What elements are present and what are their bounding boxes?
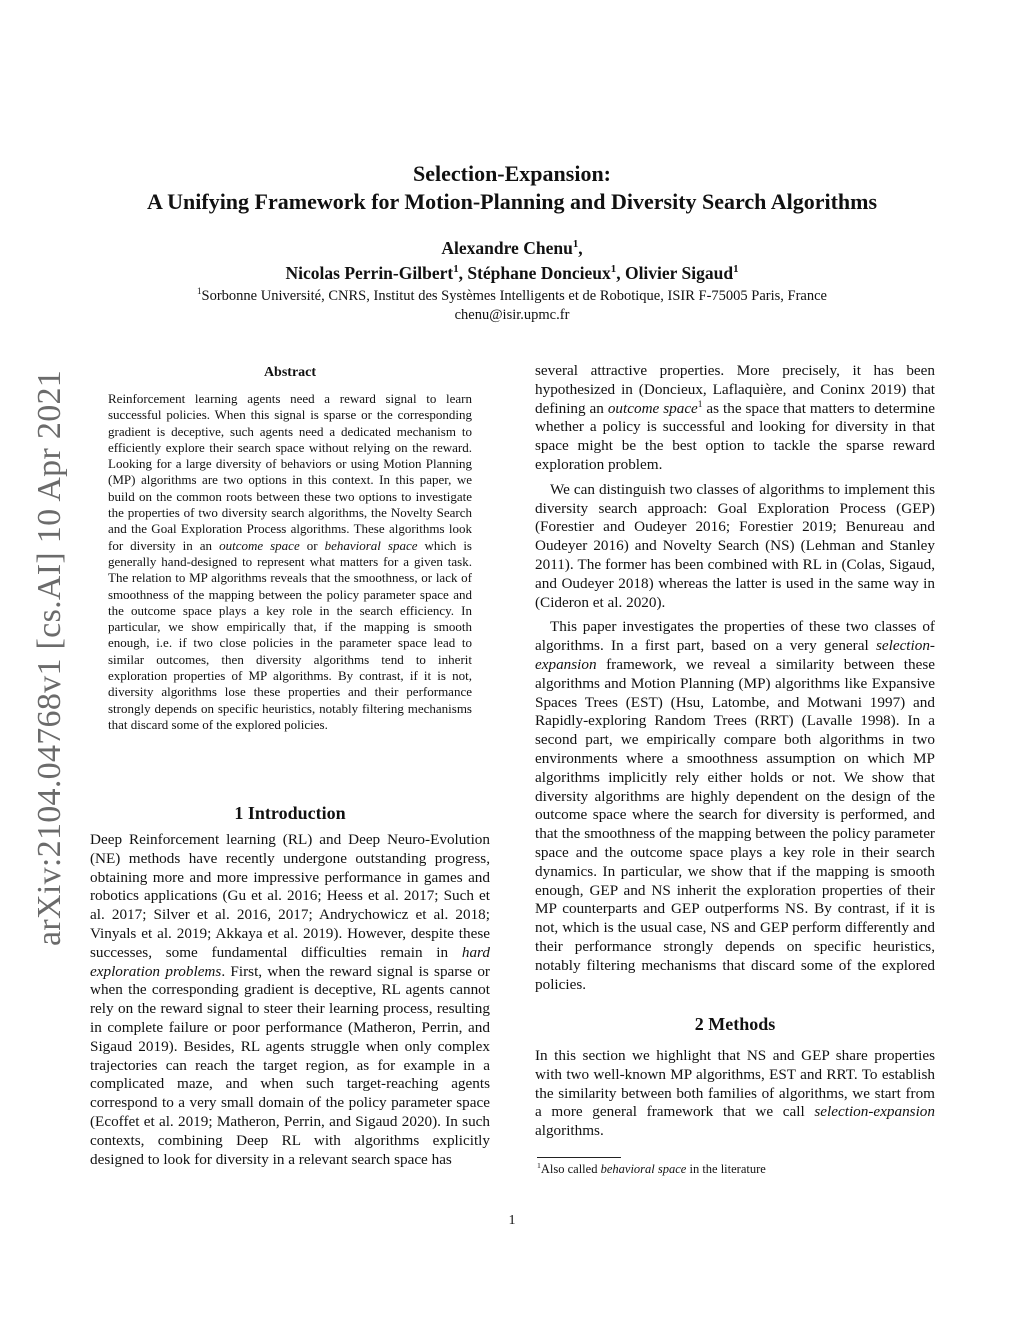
paragraph-two-classes: We can distinguish two classes of algorithms to implement this diversity search approach: Goal Exploration Process (GEP) (Forestier and Oudeyer 2016; Forestier 2019; Benureau and Oudeyer 2016) and Novelty Search (NS) (Lehman and Stanley 2011). The former has been combined with RL in (Colas, Sigaud, and Oudeyer 2018) whereas the latter is used in the same way in (Cideron et al. 2020).	[535, 480, 935, 611]
paper-title	[60, 160, 964, 216]
affiliation-mark: 1	[197, 286, 202, 297]
methods-heading: 2 Methods	[694, 1014, 776, 1034]
author-affil-mark: 1	[733, 263, 739, 276]
footnote-number: 1	[537, 1160, 541, 1170]
author-separator: ,	[616, 263, 625, 283]
methods-body	[535, 1047, 935, 1141]
author-name: Stéphane Doncieux	[467, 263, 611, 283]
abstract-body: Reinforcement learning agents need a reward signal to learn successful policies. When this signal is sparse or the corresponding gradient is deceptive, such agents need a dedicated mechanism to efficiently explore their search space without relying on the reward. Looking for a large diversity of behaviors or using Motion Planning (MP) algorithms are two options in this context. In this paper, we build on the common roots between these two options to investigate the properties of two diversity search algorithms, the Novelty Search and the Goal Exploration Process algorithms. These algorithms look for diversity in an outcome space or behavioral space which is generally hand-designed to represent what matters for a given task. The relation to MP algorithms reveals that the smoothness, or lack of smoothness of the mapping between the policy parameter space and the outcome space plays a key role in the search efficiency. In particular, we show empirically that, if the mapping is smooth enough, i.e. if two close policies in the parameter space lead to similar outcomes, then diversity algorithms tend to inherit exploration properties of MP algorithms. By contrast, if it is not, diversity algorithms lose these properties and their performance strongly depends on specific heuristics, notably filtering mechanisms that discard some of the explored policies.	[108, 391, 472, 732]
author-separator: ,	[578, 238, 583, 258]
author-name: Alexandre Chenu	[441, 238, 573, 258]
footnote-divider	[537, 1157, 621, 1158]
introduction-body	[90, 831, 490, 1169]
arxiv-stamp: arXiv:2104.04768v1 [cs.AI] 10 Apr 2021	[31, 369, 68, 946]
right-column-body	[535, 362, 935, 994]
author-name: Nicolas Perrin-Gilbert	[285, 263, 454, 283]
paragraph-outcome-space: several attractive properties. More precisely, it has been hypothesized in (Doncieux, Laflaquière, and Coninx 2019) that defining an outcome space$^1$ as the space that matters to determine whether a policy is successful and looking for diversity in that space might be the best option to tackle the sparse reward exploration problem.	[535, 362, 935, 473]
author-separator: ,	[458, 263, 468, 283]
author-affil-mark: 1	[572, 238, 579, 251]
author-affil-mark: 1	[610, 263, 617, 276]
title-line-2: A Unifying Framework for Motion-Planning and Diversity Search Algorithms	[146, 189, 878, 214]
author-line-1	[60, 236, 964, 261]
author-line-2	[60, 261, 964, 286]
affiliation-block	[60, 287, 964, 325]
page-number: 1	[508, 1213, 516, 1228]
author-email: chenu@isir.upmc.fr	[454, 307, 570, 323]
methods-paragraph: In this section we highlight that NS and GEP share properties with two well-known MP algorithms, EST and RRT. To establish the similarity between both families of algorithms, we start from a more general framework that we call selection-expansion algorithms.	[535, 1047, 935, 1140]
introduction-heading: 1 Introduction	[234, 803, 346, 823]
footnote-marker: 1	[697, 399, 703, 410]
author-block	[60, 236, 964, 286]
affiliation-text: Sorbonne Université, CNRS, Institut des Systèmes Intelligents et de Robotique, ISIR F-75005 Paris, France	[201, 288, 827, 304]
footnote: $^1$Also called behavioral space in the literature	[537, 1160, 766, 1176]
title-line-1: Selection-Expansion:	[412, 161, 612, 186]
paragraph-paper-overview: This paper investigates the properties of these two classes of algorithms. In a first part, based on a very general selection-expansion framework, we reveal a similarity between these algorithms and Motion Planning (MP) algorithms like Expansive Spaces Trees (EST) (Hsu, Latombe, and Motwani 1997) and Rapidly-exploring Random Trees (RRT) (Lavalle 1998). In a second part, we empirically compare both algorithms in two environments where a smoothness assumption on which MP algorithms implicitly rely either holds or not. We show that diversity algorithms are highly dependent on the design of the outcome space where the search for diversity is performed, and that the smoothness of the mapping between the policy parameter space and the outcome space plays a key role in their search dynamics. In particular, we show that if the mapping is smooth enough, GEP and NS inherit the exploration properties of their MP counterparts and GEP outperforms NS. By contrast, if it is not, which is the usual case, NS and GEP perform differently and their performance strongly depends on specific heuristics, notably filtering mechanisms that discard some of the explored policies.	[535, 618, 935, 993]
introduction-paragraph: Deep Reinforcement learning (RL) and Deep Neuro-Evolution (NE) methods have recently undergone outstanding progress, obtaining more and more impressive performance in games and robotics applications (Gu et al. 2016; Heess et al. 2017; Such et al. 2017; Silver et al. 2016, 2017; Andrychowicz et al. 2018; Vinyals et al. 2019; Akkaya et al. 2019). However, despite these successes, some fundamental difficulties remain in hard exploration problems. First, when the reward signal is sparse or when the corresponding gradient is deceptive, RL agents cannot rely on the reward signal to steer their learning process, resulting in complete failure or poor performance (Matheron, Perrin, and Sigaud 2019). Besides, RL agents struggle when only complex trajectories can reach the target region, as for example in a complicated maze, and when such target-reaching agents correspond to a very small domain of the policy parameter space (Ecoffet et al. 2019; Matheron, Perrin, and Sigaud 2020). In such contexts, combining Deep RL with algorithms explicitly designed to look for diversity in a relevant search space has	[90, 831, 490, 1168]
affiliation-line	[60, 287, 964, 306]
abstract-heading: Abstract	[263, 365, 317, 380]
author-affil-mark: 1	[453, 263, 459, 276]
author-name: Olivier Sigaud	[624, 263, 734, 283]
